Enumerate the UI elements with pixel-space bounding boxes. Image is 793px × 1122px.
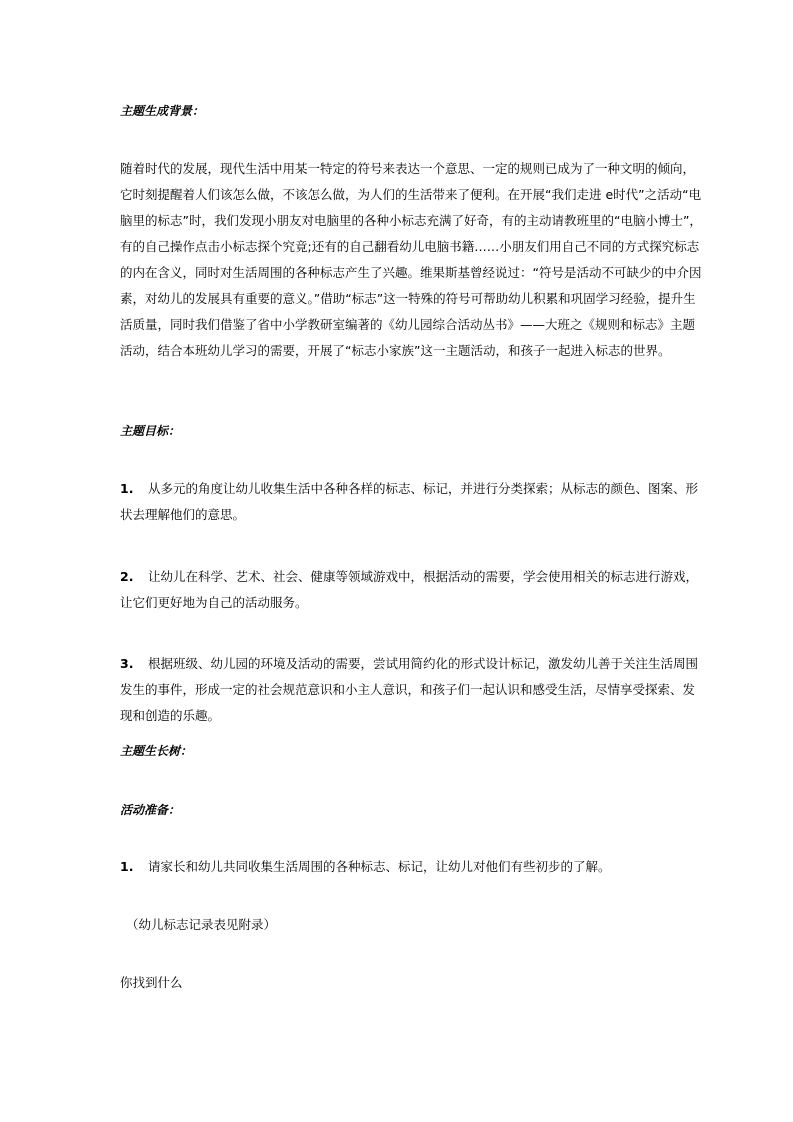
background-line: 它时刻提醒着人们该怎么做，不该怎么做，为人们的生活带来了便利。在开展“我们走进 e时代”之活动“电	[120, 187, 702, 202]
background-line: 随着时代的发展，现代生活中用某一特定的符号来表达一个意思、一定的规则已成为了一种文明的倾向，	[120, 161, 696, 176]
background-line: 活动，结合本班幼儿学习的需要，开展了“标志小家族”这一主题活动，和孩子一起进入标志的世界。	[120, 343, 671, 358]
goal-text: 根据班级、幼儿园的环境及活动的需要，尝试用简约化的形式设计标记，激发幼儿善于关注生活周围	[148, 656, 699, 671]
goal-line: 状去理解他们的意思。	[120, 507, 246, 522]
goal-number: 1.	[120, 481, 134, 496]
goal-line: 让它们更好地为自己的活动服务。	[120, 595, 308, 610]
goal-item-1	[120, 476, 699, 528]
goal-text: 让幼儿在科学、艺术、社会、健康等领域游戏中，根据活动的需要，学会使用相关的标志进行游戏，	[148, 569, 699, 584]
goal-line	[120, 476, 699, 502]
goals-heading: 主题目标：	[120, 424, 181, 438]
goal-text: 从多元的角度让幼儿收集生活中各种各样的标志、标记，并进行分类探索；从标志的颜色、图案、形	[148, 481, 699, 496]
question-text: 你找到什么	[120, 975, 183, 990]
preparation-text: 请家长和幼儿共同收集生活周围的各种标志、标记，让幼儿对他们有些初步的了解。	[148, 859, 611, 874]
goal-number: 3.	[120, 656, 134, 671]
preparation-heading: 活动准备：	[120, 803, 181, 817]
background-line: 活质量，同时我们借鉴了省中小学教研室编著的《幼儿园综合活动丛书》——大班之《规则和标志》主题	[120, 317, 696, 332]
goal-line	[120, 651, 699, 677]
preparation-item-1	[120, 857, 680, 877]
goal-line: 现和创造的乐趣。	[120, 708, 221, 723]
background-paragraph	[120, 156, 702, 364]
goal-number: 2.	[120, 569, 134, 584]
goal-item-2	[120, 564, 699, 616]
preparation-number: 1.	[120, 859, 134, 874]
appendix-note: （幼儿标志记录表见附录）	[126, 917, 277, 932]
goal-line	[120, 564, 699, 590]
background-line: 的内在含义，同时对生活周围的各种标志产生了兴趣。维果斯基曾经说过：“符号是活动不可缺少的中介因	[120, 265, 702, 280]
goal-item-3	[120, 651, 699, 729]
background-line: 素，对幼儿的发展具有重要的意义。”借助“标志”这一特殊的符号可帮助幼儿积累和巩固学习经验，提升生	[120, 291, 696, 306]
growth-tree-heading: 主题生长树：	[120, 744, 193, 758]
goal-line: 发生的事件，形成一定的社会规范意识和小主人意识，和孩子们一起认识和感受生活，尽情享受探索、发	[120, 682, 696, 697]
background-heading: 主题生成背景：	[120, 104, 205, 118]
background-line: 脑里的标志”时，我们发现小朋友对电脑里的各种小标志充满了好奇，有的主动请教班里的“电脑小博士”，	[120, 213, 702, 228]
background-line: 有的自己操作点击小标志探个究竟;还有的自己翻看幼儿电脑书籍……小朋友们用自己不同的方式探究标志	[120, 239, 700, 254]
